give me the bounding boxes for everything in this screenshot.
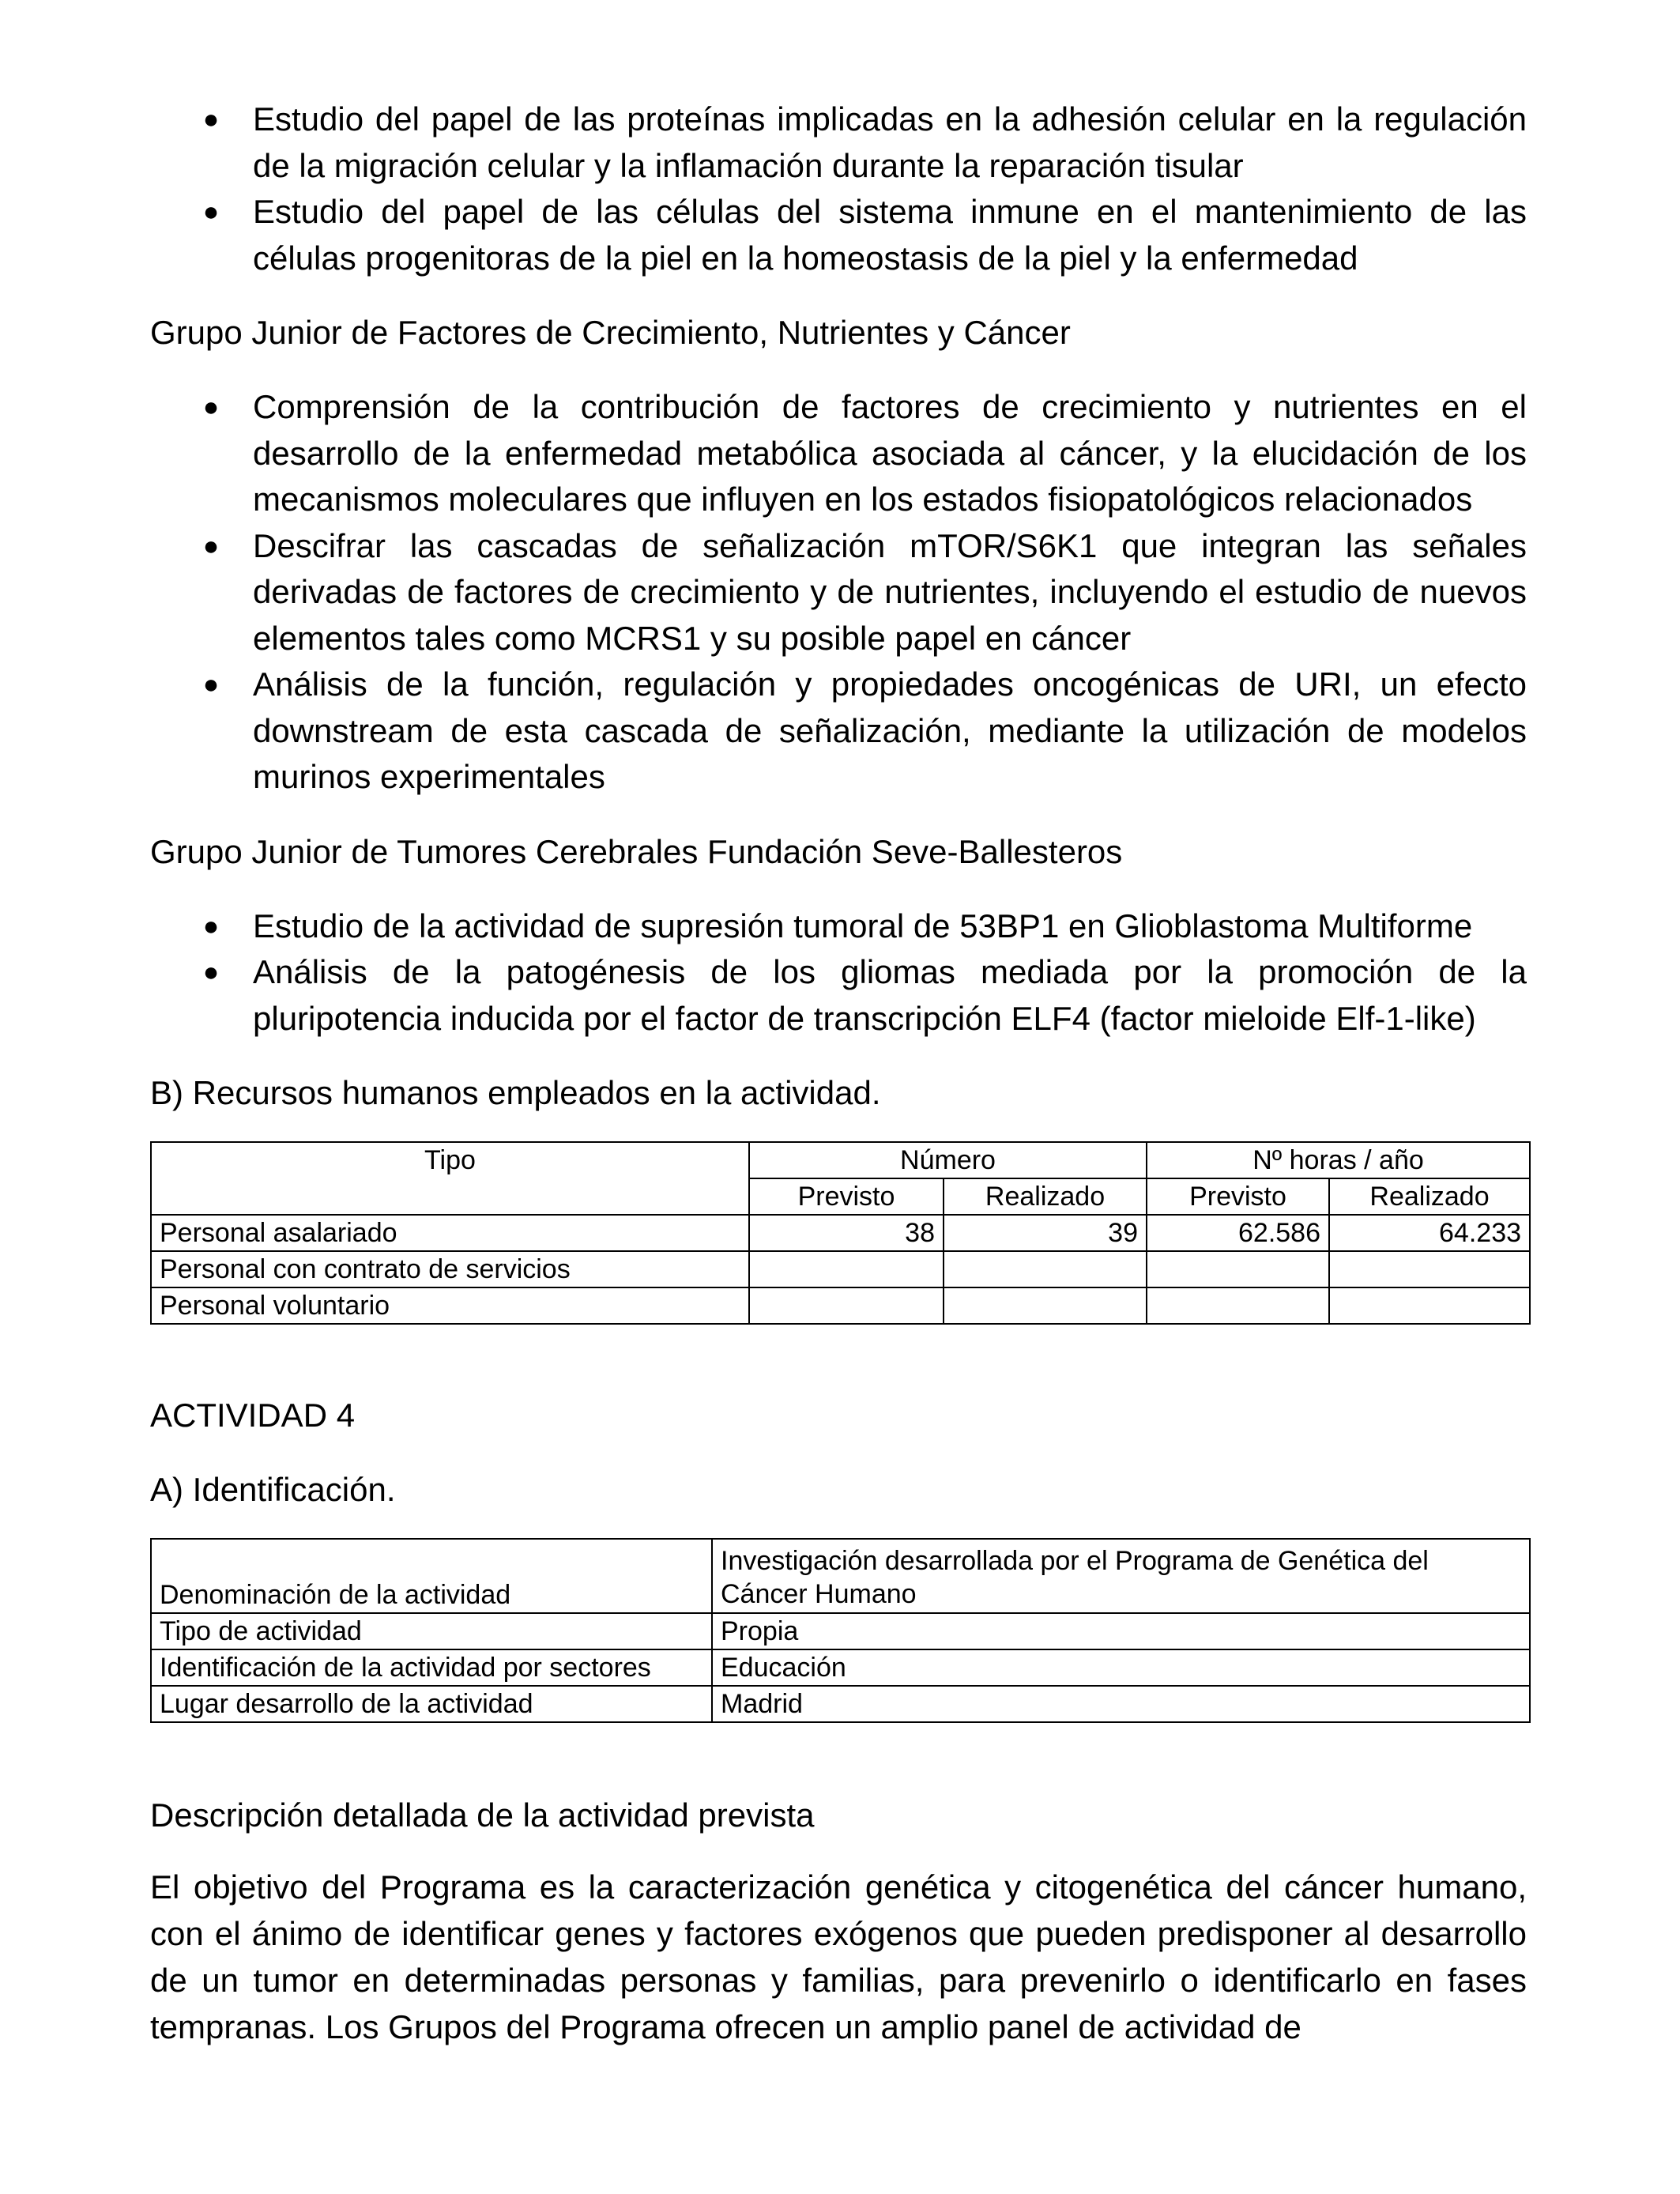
group-brain-title: Grupo Junior de Tumores Cerebrales Fundación Seve-Ballesteros (150, 832, 1123, 870)
row-value: Madrid (712, 1686, 1530, 1722)
bullet-icon: ● (202, 197, 220, 227)
col-header-numero: Número (749, 1142, 1147, 1178)
list-item-text: Análisis de la patogénesis de los gliomas mediada por la promoción de la pluripotencia inducida por el factor de transcripción ELF4 (factor mieloide Elf-1-like) (253, 953, 1527, 1037)
list-item-text: Análisis de la función, regulación y propiedades oncogénicas de URI, un efecto downstream de esta cascada de señalización, mediante la utilización de modelos murinos experimentales (253, 665, 1527, 795)
table-row (151, 1251, 1530, 1287)
description-heading: Descripción detallada de la actividad prevista (150, 1796, 815, 1834)
subheader-previsto: Previsto (749, 1178, 944, 1215)
resources-heading: B) Recursos humanos empleados en la actividad. (150, 1074, 881, 1111)
list-item (150, 96, 1527, 189)
row-label: Identificación de la actividad por sectores (151, 1649, 712, 1686)
intro-bullet-list (150, 96, 1527, 281)
table-row (151, 1287, 1530, 1324)
table-row (151, 1215, 1530, 1251)
list-item-text: Descifrar las cascadas de señalización mTOR/S6K1 que integran las señales derivadas de factores de crecimiento y de nutrientes, incluyendo el estudio de nuevos elementos tales como MCRS1 y su posible papel en cáncer (253, 526, 1527, 657)
row-value: Propia (712, 1613, 1530, 1649)
list-item-text: Estudio del papel de las células del sistema inmune en el mantenimiento de las células progenitoras de la piel en la homeostasis de la piel y la enfermedad (253, 193, 1527, 277)
list-item (150, 903, 1527, 950)
row-label: Personal con contrato de servicios (151, 1251, 749, 1287)
group-brain-bullet-list (150, 903, 1527, 1042)
row-label: Denominación de la actividad (151, 1539, 712, 1613)
table-row (151, 1649, 1530, 1686)
cell-num-realizado (944, 1251, 1147, 1287)
row-value: Investigación desarrollada por el Programa de Genética del Cáncer Humano (712, 1539, 1530, 1613)
list-item (150, 949, 1527, 1042)
row-value: Educación (712, 1649, 1530, 1686)
list-item (150, 384, 1527, 523)
row-label: Personal asalariado (151, 1215, 749, 1251)
cell-num-realizado: 39 (944, 1215, 1147, 1251)
list-item (150, 662, 1527, 801)
subheader-previsto: Previsto (1147, 1178, 1329, 1215)
row-label: Personal voluntario (151, 1287, 749, 1324)
cell-horas-realizado (1329, 1287, 1530, 1324)
list-item (150, 189, 1527, 281)
group-growth-title: Grupo Junior de Factores de Crecimiento, Nutrientes y Cáncer (150, 314, 1071, 351)
bullet-icon: ● (202, 910, 220, 941)
col-header-horas: Nº horas / año (1147, 1142, 1530, 1178)
subheader-realizado: Realizado (944, 1178, 1147, 1215)
cell-num-previsto (749, 1287, 944, 1324)
group-growth-bullet-list (150, 384, 1527, 801)
cell-horas-realizado: 64.233 (1329, 1215, 1530, 1251)
row-label: Lugar desarrollo de la actividad (151, 1686, 712, 1722)
cell-horas-realizado (1329, 1251, 1530, 1287)
table-row (151, 1539, 1530, 1613)
description-paragraph: El objetivo del Programa es la caracterización genética y citogenética del cáncer humano, con el ánimo de identificar genes y factores exógenos que pueden predisponer al desarrollo de un tumor en determinadas personas y familias, para prevenirlo o identificarlo en fases tempranas. Los Grupos del Programa ofrecen un amplio panel de actividad de (150, 1868, 1527, 2045)
list-item (150, 523, 1527, 662)
bullet-icon: ● (202, 669, 220, 699)
cell-horas-previsto: 62.586 (1147, 1215, 1329, 1251)
cell-horas-previsto (1147, 1287, 1329, 1324)
cell-num-previsto: 38 (749, 1215, 944, 1251)
cell-horas-previsto (1147, 1251, 1329, 1287)
cell-num-realizado (944, 1287, 1147, 1324)
activity4-title: ACTIVIDAD 4 (150, 1397, 356, 1434)
list-item-text: Estudio del papel de las proteínas implicadas en la adhesión celular en la regulación de la migración celular y la inflamación durante la reparación tisular (253, 100, 1527, 184)
list-item-text: Comprensión de la contribución de factores de crecimiento y nutrientes en el desarrollo de la enfermedad metabólica asociada al cáncer, y la elucidación de los mecanismos moleculares que influyen en los estados fisiopatológicos relacionados (253, 388, 1527, 518)
col-header-tipo: Tipo (151, 1142, 749, 1215)
bullet-icon: ● (202, 530, 220, 561)
subheader-realizado: Realizado (1329, 1178, 1530, 1215)
table-row (151, 1613, 1530, 1649)
bullet-icon: ● (202, 104, 220, 134)
bullet-icon: ● (202, 957, 220, 987)
cell-num-previsto (749, 1251, 944, 1287)
identification-heading: A) Identificación. (150, 1471, 396, 1508)
resources-table (150, 1141, 1531, 1325)
table-row (151, 1686, 1530, 1722)
list-item-text: Estudio de la actividad de supresión tumoral de 53BP1 en Glioblastoma Multiforme (253, 907, 1473, 944)
row-label: Tipo de actividad (151, 1613, 712, 1649)
table-header-row (151, 1142, 1530, 1178)
identification-table (150, 1538, 1531, 1723)
bullet-icon: ● (202, 392, 220, 422)
